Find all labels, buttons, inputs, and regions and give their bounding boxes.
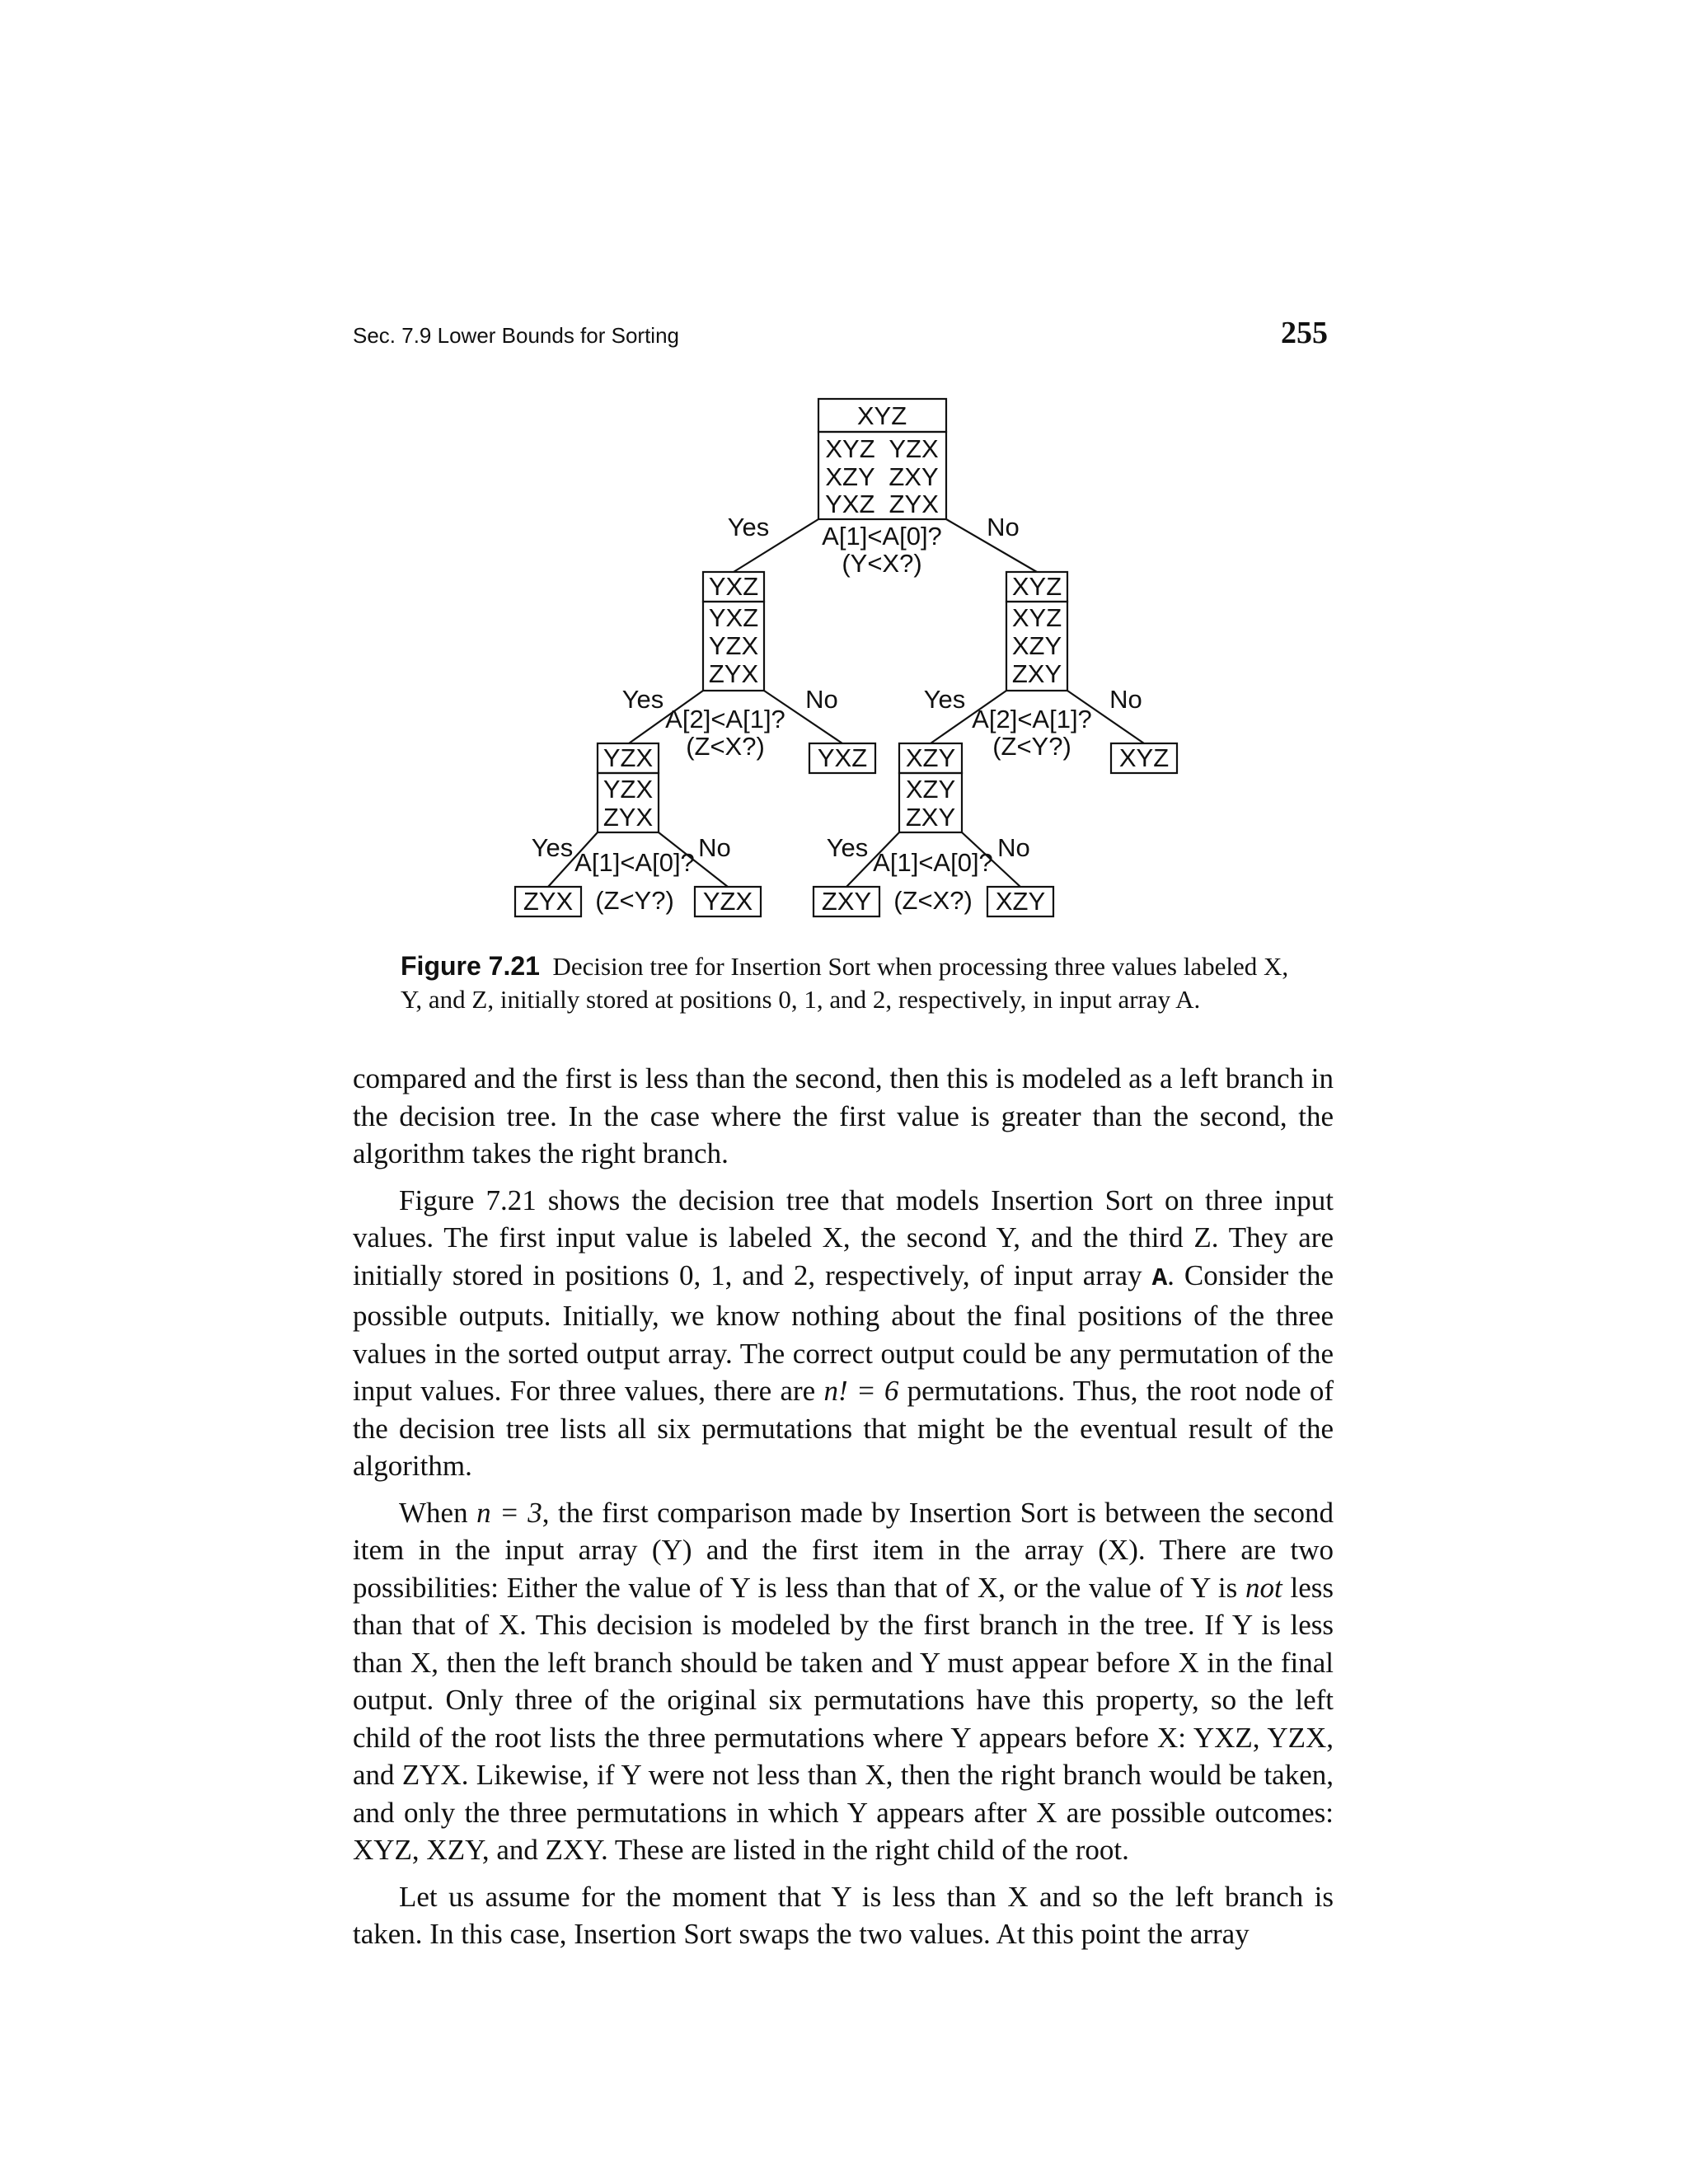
- page-number: 255: [1281, 316, 1328, 350]
- root-question: A[1]<A[0]?: [822, 522, 942, 551]
- right-perm: XYZ: [1011, 603, 1062, 632]
- root-no-label: No: [987, 513, 1020, 541]
- paragraph-3-part: less than that of X. This decision is modeled by the first branch in the tree. If Y is less than X, then the left branch should be taken and Y must appear before X in the final output. Only three of the original six permutations have this property, so the left child of the root lists the three permutations where Y appears before X: YXZ, YZX, and ZYX. Likewise, if Y were not less than X, then the right branch would be taken, and only the three permutations in which Y appears after X are possible outcomes: XYZ, XZY, and ZXY. These are listed in the right child of the root.: [353, 1571, 1334, 1866]
- right-no-label: No: [1109, 685, 1142, 714]
- lr-leaf-label: YXZ: [817, 743, 868, 772]
- rl-perm: XZY: [905, 775, 956, 804]
- math-n-equals-3: n = 3: [476, 1496, 542, 1529]
- right-perm: XZY: [1011, 631, 1062, 660]
- decision-tree-figure: [0, 0, 1688, 956]
- paragraph-3-part: , the first comparison made by Insertion Sort is between the second item in the input array (Y) and the first item in the array (X). There are two possibilities: Either the value of Y is less than that of X, or the value of Y is: [353, 1496, 1334, 1604]
- root-title: XYZ: [856, 401, 907, 430]
- ll-question-meaning: (Z<Y?): [595, 886, 674, 915]
- ll-question: A[1]<A[0]?: [574, 848, 695, 877]
- rlr-leaf-label: XZY: [995, 887, 1046, 916]
- root-yes-label: Yes: [727, 513, 770, 541]
- ll-no-label: No: [698, 833, 731, 862]
- figure-caption-text: Decision tree for Insertion Sort when processing three values labeled X, Y, and Z, initially stored at positions 0, 1, and 2, respectively, in input array A.: [401, 952, 1289, 1014]
- rll-leaf-label: ZXY: [821, 887, 872, 916]
- ll-perm: ZYX: [603, 803, 654, 832]
- left-yes-label: Yes: [621, 685, 664, 714]
- right-question-meaning: (Z<Y?): [992, 732, 1071, 761]
- running-head: Sec. 7.9 Lower Bounds for Sorting: [353, 323, 680, 348]
- left-no-label: No: [805, 685, 838, 714]
- root-perm-line: YXZ ZYX: [825, 490, 939, 518]
- right-title: XYZ: [1011, 572, 1062, 601]
- left-perm: ZYX: [708, 659, 759, 688]
- ll-title: YZX: [603, 743, 654, 772]
- left-question-meaning: (Z<X?): [686, 732, 765, 761]
- paragraph-2-part: . Consider the possible outputs. Initially, we know nothing about the final positions of the three values in the sorted output array. The correct output could be any permutation of the input values. For three values, there are: [353, 1258, 1334, 1407]
- rl-perm: ZXY: [905, 803, 956, 832]
- paragraph-2-part: Figure 7.21 shows the decision tree that models Insertion Sort on three input values. The first input value is labeled X, the second Y, and the third Z. They are initially stored in positions 0, 1, and 2, respectively, of input array: [353, 1183, 1334, 1291]
- rl-yes-label: Yes: [826, 833, 869, 862]
- rl-question: A[1]<A[0]?: [873, 848, 993, 877]
- right-question: A[2]<A[1]?: [972, 705, 1092, 733]
- lll-leaf-label: ZYX: [523, 887, 574, 916]
- paragraph-1: compared and the first is less than the second, then this is modeled as a left branch in the decision tree. In the case where the first value is greater than the second, the algorithm takes the right branch.: [353, 1062, 1334, 1169]
- paragraph-3: [353, 1494, 1334, 1869]
- rl-question-meaning: (Z<X?): [893, 886, 973, 915]
- array-name-code: A: [1151, 1263, 1168, 1293]
- emphasis-not: not: [1245, 1571, 1282, 1604]
- root-question-meaning: (Y<X?): [842, 549, 922, 578]
- left-question: A[2]<A[1]?: [665, 705, 785, 733]
- left-perm: YXZ: [708, 603, 759, 632]
- ll-perm: YZX: [603, 775, 654, 804]
- left-perm: YZX: [708, 631, 759, 660]
- figure-label: Figure 7.21: [401, 951, 540, 981]
- root-perm-line: XYZ YZX: [825, 434, 939, 463]
- root-perm-line: XZY ZXY: [825, 462, 939, 491]
- body-text: [353, 1060, 1334, 1962]
- rl-no-label: No: [997, 833, 1030, 862]
- paragraph-2: [353, 1182, 1334, 1485]
- ll-yes-label: Yes: [531, 833, 574, 862]
- llr-leaf-label: YZX: [702, 887, 753, 916]
- figure-caption: [401, 949, 1299, 1016]
- rr-leaf-label: XYZ: [1118, 743, 1170, 772]
- right-yes-label: Yes: [923, 685, 966, 714]
- left-title: YXZ: [708, 572, 759, 601]
- right-perm: ZXY: [1011, 659, 1062, 688]
- paragraph-4: Let us assume for the moment that Y is less than X and so the left branch is taken. In this case, Insertion Sort swaps the two values. At this point the array: [353, 1880, 1334, 1950]
- paragraph-2-part: permutations. Thus, the root node of the decision tree lists all six permutations that might be the eventual result of the algorithm.: [353, 1375, 1334, 1482]
- math-n-factorial: n! = 6: [823, 1375, 899, 1407]
- rl-title: XZY: [905, 743, 956, 772]
- paragraph-3-part: When: [399, 1496, 477, 1529]
